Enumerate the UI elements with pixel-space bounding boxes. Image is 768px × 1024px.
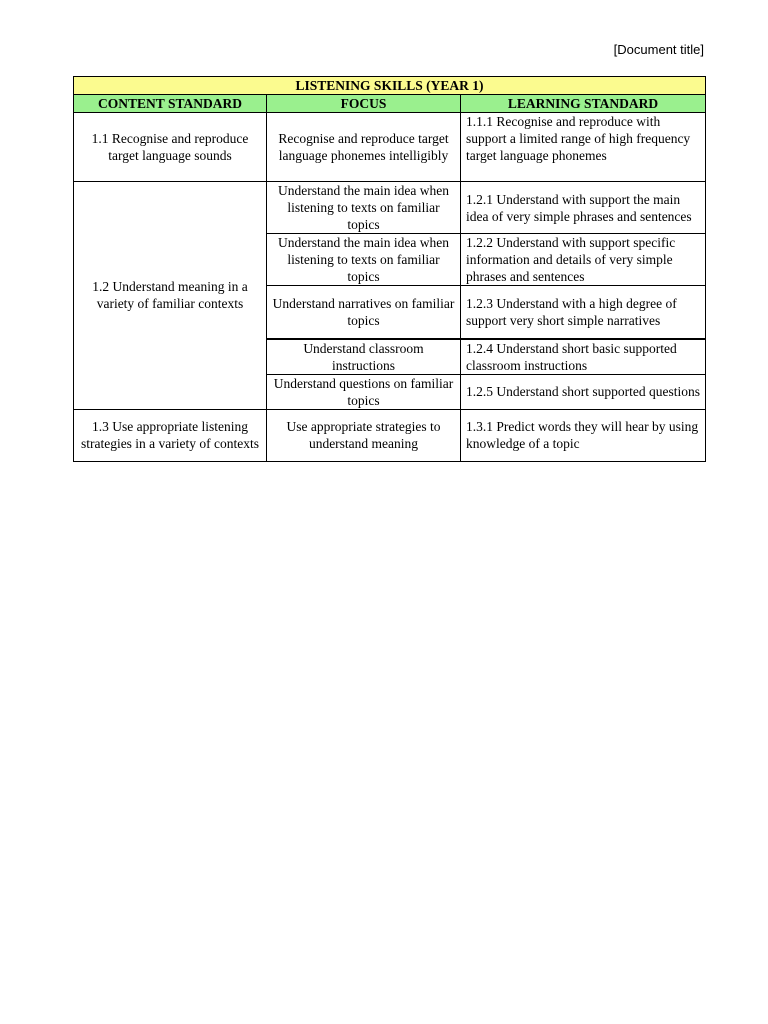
focus-cell: Use appropriate strategies to understand meaning xyxy=(267,409,461,461)
focus-cell: Understand the main idea when listening to texts on familiar topics xyxy=(267,234,461,286)
table-header-row xyxy=(74,95,706,113)
content-standard-cell: 1.2 Understand meaning in a variety of familiar contexts xyxy=(74,182,267,410)
learning-standard-cell: 1.2.4 Understand short basic supported classroom instructions xyxy=(461,339,706,375)
table-row xyxy=(74,409,706,461)
header-content-standard: CONTENT STANDARD xyxy=(74,95,267,113)
learning-standard-cell: 1.2.2 Understand with support specific information and details of very simple phrases and sentences xyxy=(461,234,706,286)
focus-cell: Understand narratives on familiar topics xyxy=(267,286,461,339)
learning-standard-cell: 1.1.1 Recognise and reproduce with support a limited range of high frequency target language phonemes xyxy=(461,113,706,182)
document-title: [Document title] xyxy=(613,42,704,57)
learning-standard-cell: 1.3.1 Predict words they will hear by using knowledge of a topic xyxy=(461,409,706,461)
table-row xyxy=(74,182,706,234)
focus-cell: Recognise and reproduce target language phonemes intelligibly xyxy=(267,113,461,182)
header-focus: FOCUS xyxy=(267,95,461,113)
header-learning-standard: LEARNING STANDARD xyxy=(461,95,706,113)
listening-skills-table xyxy=(73,76,706,462)
table-title-row xyxy=(74,77,706,95)
learning-standard-cell: 1.2.1 Understand with support the main idea of very simple phrases and sentences xyxy=(461,182,706,234)
focus-cell: Understand classroom instructions xyxy=(267,339,461,375)
content-standard-cell: 1.3 Use appropriate listening strategies in a variety of contexts xyxy=(74,409,267,461)
table-row xyxy=(74,113,706,182)
content-standard-cell: 1.1 Recognise and reproduce target language sounds xyxy=(74,113,267,182)
learning-standard-cell: 1.2.5 Understand short supported questions xyxy=(461,374,706,409)
focus-cell: Understand questions on familiar topics xyxy=(267,374,461,409)
table-title: LISTENING SKILLS (YEAR 1) xyxy=(74,77,706,95)
learning-standard-cell: 1.2.3 Understand with a high degree of support very short simple narratives xyxy=(461,286,706,339)
focus-cell: Understand the main idea when listening to texts on familiar topics xyxy=(267,182,461,234)
